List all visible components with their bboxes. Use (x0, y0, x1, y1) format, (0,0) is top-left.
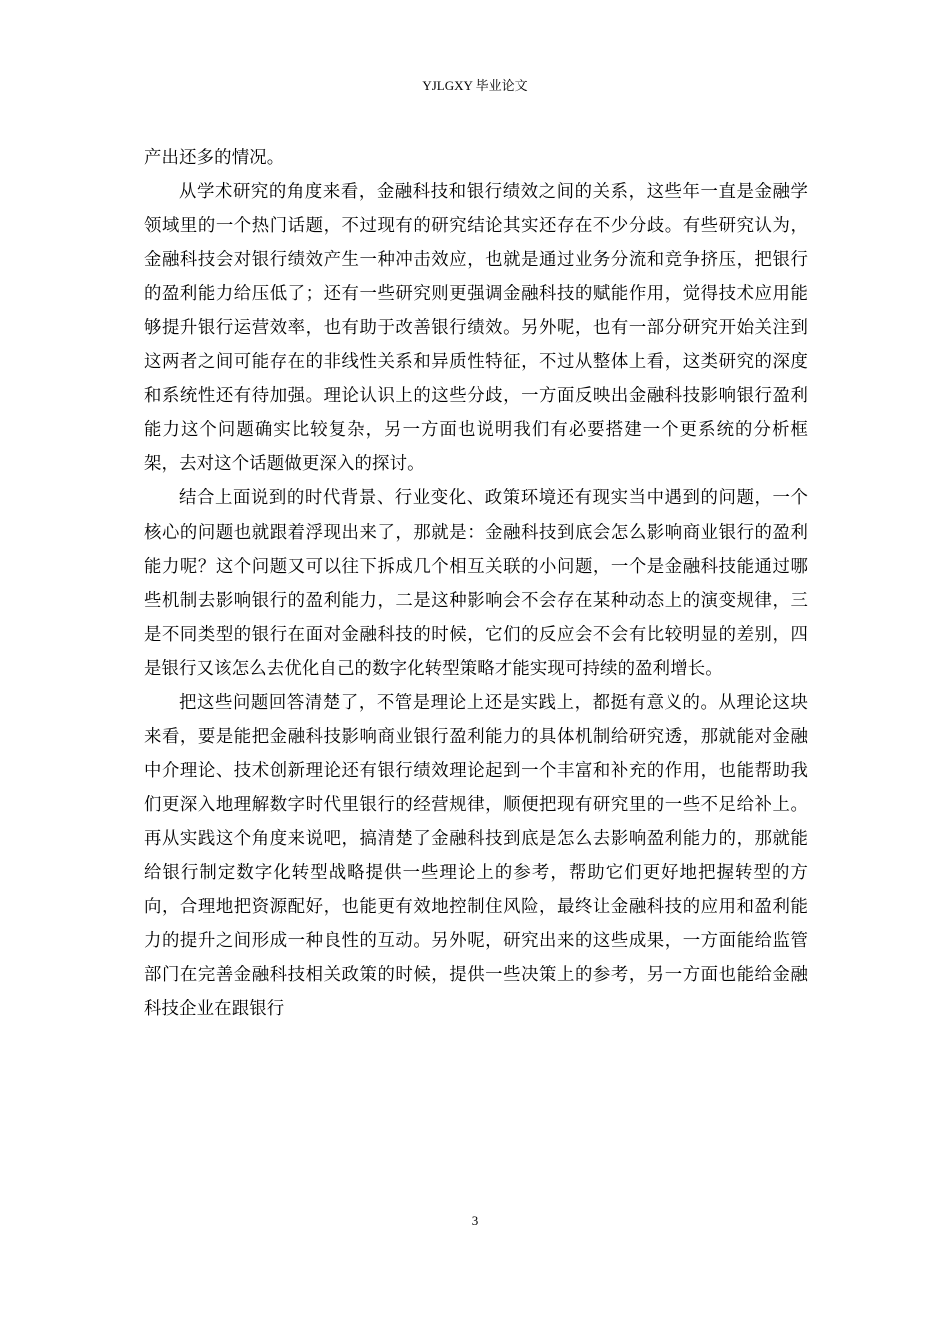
page-number: 3 (471, 1213, 479, 1228)
page-body (144, 141, 808, 1026)
paragraph: 把这些问题回答清楚了，不管是理论上还是实践上，都挺有意义的。从理论这块来看，要是能把金融科技影响商业银行盈利能力的具体机制给研究透，那就能对金融中介理论、技术创新理论还有银行绩效理论起到一个丰富和补充的作用，也能帮助我们更深入地理解数字时代里银行的经营规律，顺便把现有研究里的一些不足给补上。再从实践这个角度来说吧，搞清楚了金融科技到底是怎么去影响盈利能力的，那就能给银行制定数字化转型战略提供一些理论上的参考，帮助它们更好地把握转型的方向，合理地把资源配好，也能更有效地控制住风险，最终让金融科技的应用和盈利能力的提升之间形成一种良性的互动。另外呢，研究出来的这些成果，一方面能给监管部门在完善金融科技相关政策的时候，提供一些决策上的参考，另一方面也能给金融科技企业在跟银行 (144, 692, 808, 1020)
page-header: YJLGXY 毕业论文 (422, 78, 528, 93)
paragraph: 从学术研究的角度来看，金融科技和银行绩效之间的关系，这些年一直是金融学领域里的一个热门话题，不过现有的研究结论其实还存在不少分歧。有些研究认为，金融科技会对银行绩效产生一种冲击效应，也就是通过业务分流和竞争挤压，把银行的盈利能力给压低了；还有一些研究则更强调金融科技的赋能作用，觉得技术应用能够提升银行运营效率，也有助于改善银行绩效。另外呢，也有一部分研究开始关注到这两者之间可能存在的非线性关系和异质性特征，不过从整体上看，这类研究的深度和系统性还有待加强。理论认识上的这些分歧，一方面反映出金融科技影响银行盈利能力这个问题确实比较复杂，另一方面也说明我们有必要搭建一个更系统的分析框架，去对这个话题做更深入的探讨。 (144, 182, 808, 475)
paragraph: 结合上面说到的时代背景、行业变化、政策环境还有现实当中遇到的问题，一个核心的问题也就跟着浮现出来了，那就是：金融科技到底会怎么影响商业银行的盈利能力呢？这个问题又可以往下拆成几个相互关联的小问题，一个是金融科技能通过哪些机制去影响银行的盈利能力，二是这种影响会不会存在某种动态上的演变规律，三是不同类型的银行在面对金融科技的时候，它们的反应会不会有比较明显的差别，四是银行又该怎么去优化自己的数字化转型策略才能实现可持续的盈利增长。 (144, 488, 808, 679)
paragraph-continuation: 产出还多的情况。 (144, 148, 285, 168)
